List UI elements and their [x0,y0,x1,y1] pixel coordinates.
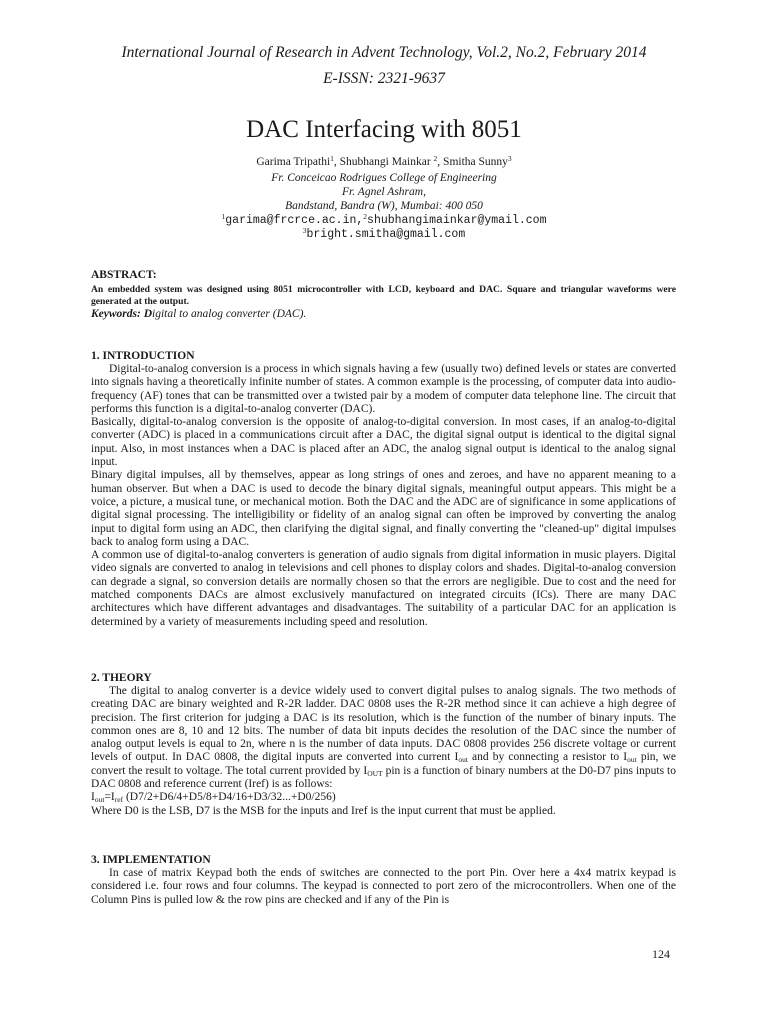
section-introduction [91,349,676,629]
theory-heading: 2. THEORY [91,672,152,684]
keywords-text: igital to analog converter (DAC). [152,308,307,320]
email-2[interactable]: shubhangimainkar@ymail.com [367,214,547,227]
keywords [91,308,306,320]
theory-text-c: pin, we convert the result to voltage. The total current provided by I [91,751,676,777]
section-implementation [91,853,676,907]
formula-sub-ref: ref [114,795,124,805]
email-1[interactable]: garima@frcrce.ac.in, [225,214,364,227]
implementation-paragraph-1: In case of matrix Keypad both the ends of switches are connected to the port Pin. Over here a 4x4 matrix keypad is considered i.e. four rows and four columns. The keypad is connected to port zero of the microcontrollers. When one of the Column Pins is pulled low & the row pins are checked and if any of the Pin is [91,867,676,906]
theory-paragraph-1 [91,685,676,791]
author-2-sup: 2 [433,154,438,163]
theory-sub-out-2: out [627,755,637,765]
affiliation-line-2: Fr. Agnel Ashram, [342,186,426,198]
intro-paragraph-2: Basically, digital-to-analog conversion is the opposite of analog-to-digital conversion. In most cases, if an analog-to-digital converter (ADC) is placed in a communications circuit after a DAC, the digital signal output is identical to the digital signal input. Also, in most instances when a DAC is placed after an ADC, the analog signal output is identical to the analog signal input. [91,416,676,469]
email-2-sup: 2 [363,212,368,221]
author-1: Garima Tripathi [256,156,331,168]
implementation-heading: 3. IMPLEMENTATION [91,854,211,866]
theory-sub-out-1: out [458,755,468,765]
issn-header: E-ISSN: 2321-9637 [323,70,445,87]
keywords-label: Keywords: [91,308,144,320]
paper-title: DAC Interfacing with 8051 [246,116,522,143]
abstract-heading: ABSTRACT: [91,269,157,281]
intro-heading: 1. INTRODUCTION [91,350,195,362]
theory-text-d: pin is a function of binary numbers at the D0-D7 pins inputs to DAC 0808 and reference current (Iref) is as follows: [91,764,676,791]
page-number: 124 [652,947,670,961]
author-list [0,155,768,169]
journal-header: International Journal of Research in Advent Technology, Vol.2, No.2, February 2014 [121,44,647,61]
email-1-sup: 1 [221,212,226,221]
formula [91,791,676,804]
intro-paragraph-3: Binary digital impulses, all by themselves, appear as long strings of ones and zeroes, and have no apparent meaning to a human observer. But when a DAC is used to decode the binary digital signals, meaningful output appears. This might be a voice, a picture, a musical tune, or mechanical motion. Both the DAC and the ADC are of significance in some applications of digital signal processing. The intelligibility or fidelity of an analog signal can often be improved by converting the analog input to digital form using an ADC, then clarifying the digital signal, and finally converting the "cleaned-up" digital impulses back to analog form using a DAC. [91,469,676,548]
intro-paragraph-4: A common use of digital-to-analog converters is generation of audio signals from digital information in music players. Digital video signals are converted to analog in televisions and cell phones to display colors and shades. Digital-to-analog conversion can degrade a signal, so conversion details are normally chosen so that the errors are negligible. Due to cost and the need for matched components DACs are almost exclusively manufactured on integrated circuits (ICs). There are many DAC architectures which have different advantages and disadvantages. The suitability of a particular DAC for an application is determined by a variety of measurements including speed and resolution. [91,549,676,628]
email-line-1 [0,213,768,228]
formula-sub-out: out [94,795,105,805]
author-2: , Shubhangi Mainkar [333,156,434,168]
affiliation-line-3: Bandstand, Bandra (W), Mumbai: 400 050 [285,200,483,212]
author-1-sup: 1 [330,154,334,163]
email-3-sup: 3 [302,226,307,235]
formula-eq: =I [104,791,115,804]
theory-sub-OUT: OUT [367,768,383,778]
abstract-text: An embedded system was designed using 8051 microcontroller with LCD, keyboard and DAC. Square and triangular waveforms were generated at the output. [91,284,676,307]
formula-expression: (D7/2+D6/4+D5/8+D4/16+D3/32...+D0/256) [123,791,336,804]
author-3-sup: 3 [507,154,512,163]
email-3[interactable]: bright.smitha@gmail.com [306,228,466,241]
section-theory [91,671,676,818]
formula-i: I [91,791,95,804]
email-line-2 [0,227,768,242]
affiliation-line-1: Fr. Conceicao Rodrigues College of Engineering [271,172,497,184]
intro-paragraph-1: Digital-to-analog conversion is a process in which signals having a few (usually two) defined levels or states are converted into signals having a theoretically infinite number of states. A common example is the processing, of computer data into audio-frequency (AF) tones that can be transmitted over a twisted pair by a modem of computer data telephone line. The circuit that performs this function is a digital-to-analog converter (DAC). [91,363,676,415]
theory-paragraph-2: Where D0 is the LSB, D7 is the MSB for the inputs and Iref is the input current that must be applied. [91,804,556,817]
theory-text-a: The digital to analog converter is a device widely used to convert digital pulses to analog signals. The two methods of creating DAC are binary weighted and R-2R ladder. DAC 0808 uses the R-2R method since it can achieve a high degree of precision. The first criterion for judging a DAC is its resolution, which is the function of the number of binary inputs. The common ones are 8, 10 and 12 bits. The number of data bit inputs decides the resolution of the DAC since the number of analog output levels is equal to 2n, where n is the number of data inputs. DAC 0808 provides 256 discrete voltage or current levels of output. In DAC 0808, the digital inputs are converted into current I [91,685,676,764]
author-3: , Smitha Sunny [437,156,508,168]
keywords-initial: D [143,308,153,320]
theory-text-b: and by connecting a resistor to I [467,751,628,764]
